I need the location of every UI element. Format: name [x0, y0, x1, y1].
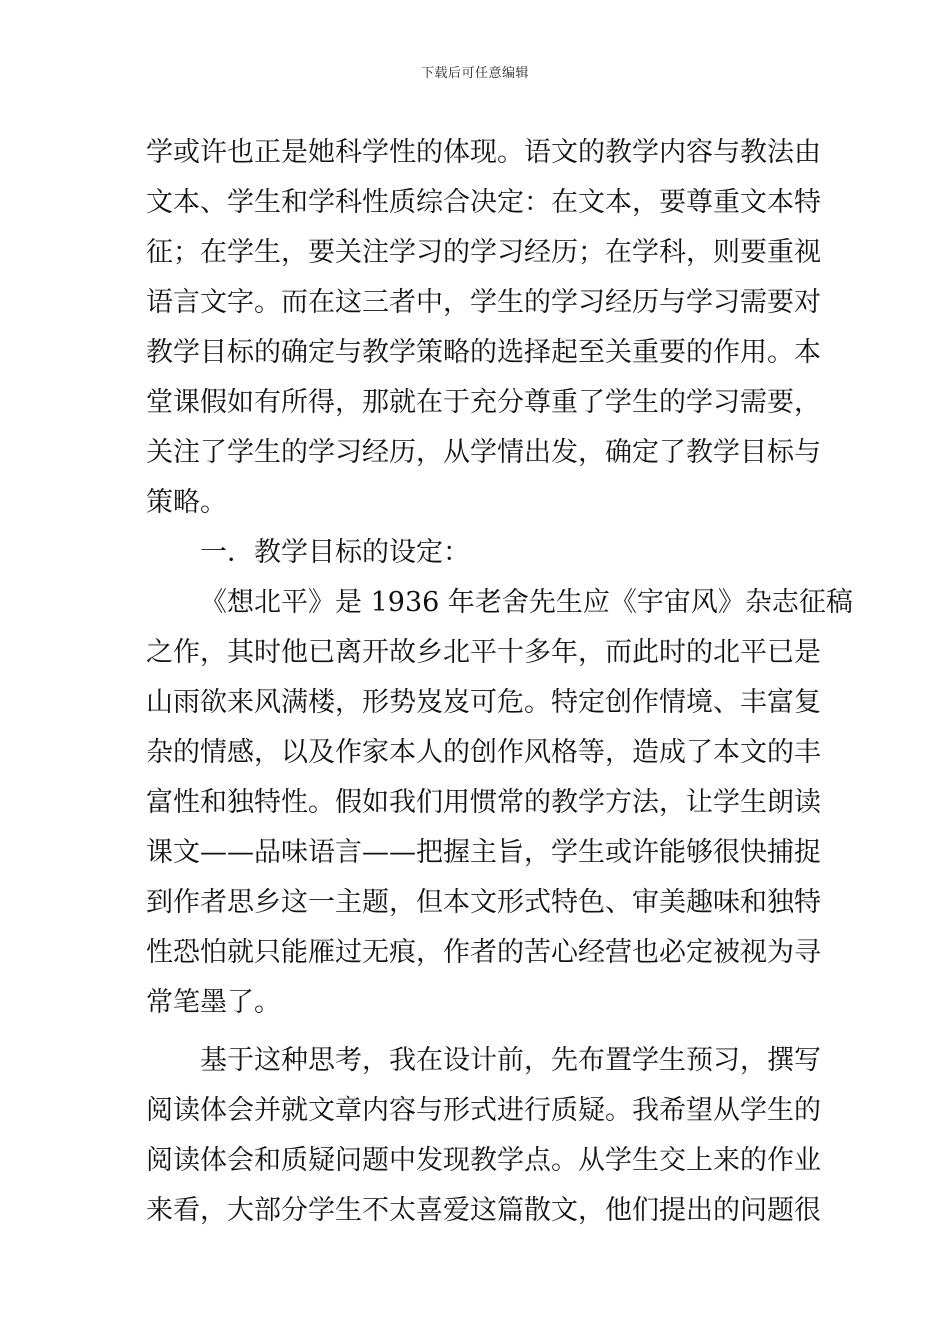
text-line: 《想北平》是 1936 年老舍先生应《宇宙风》杂志征稿	[200, 587, 853, 618]
text-line: 山雨欲来风满楼，形势岌岌可危。特定创作情境、丰富复	[146, 687, 821, 718]
text-line: 课文——品味语言——把握主旨，学生或许能够很快捕捉	[146, 837, 821, 868]
text-line: 关注了学生的学习经历，从学情出发，确定了教学目标与	[146, 437, 821, 468]
text-line: 杂的情感，以及作家本人的创作风格等，造成了本文的丰	[146, 737, 821, 768]
text-line: 一．教学目标的设定：	[200, 537, 470, 568]
text-line: 富性和独特性。假如我们用惯常的教学方法，让学生朗读	[146, 787, 821, 818]
page-header: 下载后可任意编辑	[420, 66, 529, 81]
text-line: 基于这种思考，我在设计前，先布置学生预习，撰写	[200, 1045, 821, 1076]
text-line: 阅读体会并就文章内容与形式进行质疑。我希望从学生的	[146, 1095, 821, 1126]
text-line: 教学目标的确定与教学策略的选择起至关重要的作用。本	[146, 337, 821, 368]
text-line: 常笔墨了。	[146, 987, 281, 1018]
body-text	[146, 128, 853, 1236]
text-line: 学或许也正是她科学性的体现。语文的教学内容与教法由	[146, 137, 821, 168]
text-line: 堂课假如有所得，那就在于充分尊重了学生的学习需要，	[146, 387, 821, 418]
text-line: 语言文字。而在这三者中，学生的学习经历与学习需要对	[146, 287, 821, 318]
text-line: 阅读体会和质疑问题中发现教学点。从学生交上来的作业	[146, 1145, 821, 1176]
text-line: 来看，大部分学生不太喜爱这篇散文，他们提出的问题很	[146, 1195, 821, 1226]
text-line: 策略。	[146, 487, 227, 518]
text-line: 文本、学生和学科性质综合决定：在文本，要尊重文本特	[146, 187, 821, 218]
text-line: 性恐怕就只能雁过无痕，作者的苦心经营也必定被视为寻	[146, 937, 821, 968]
paragraph-gap	[146, 1028, 808, 1036]
text-line: 征；在学生，要关注学习的学习经历；在学科，则要重视	[146, 237, 821, 268]
text-line: 到作者思乡这一主题，但本文形式特色、审美趣味和独特	[146, 887, 821, 918]
text-line: 之作，其时他已离开故乡北平十多年，而此时的北平已是	[146, 637, 821, 668]
